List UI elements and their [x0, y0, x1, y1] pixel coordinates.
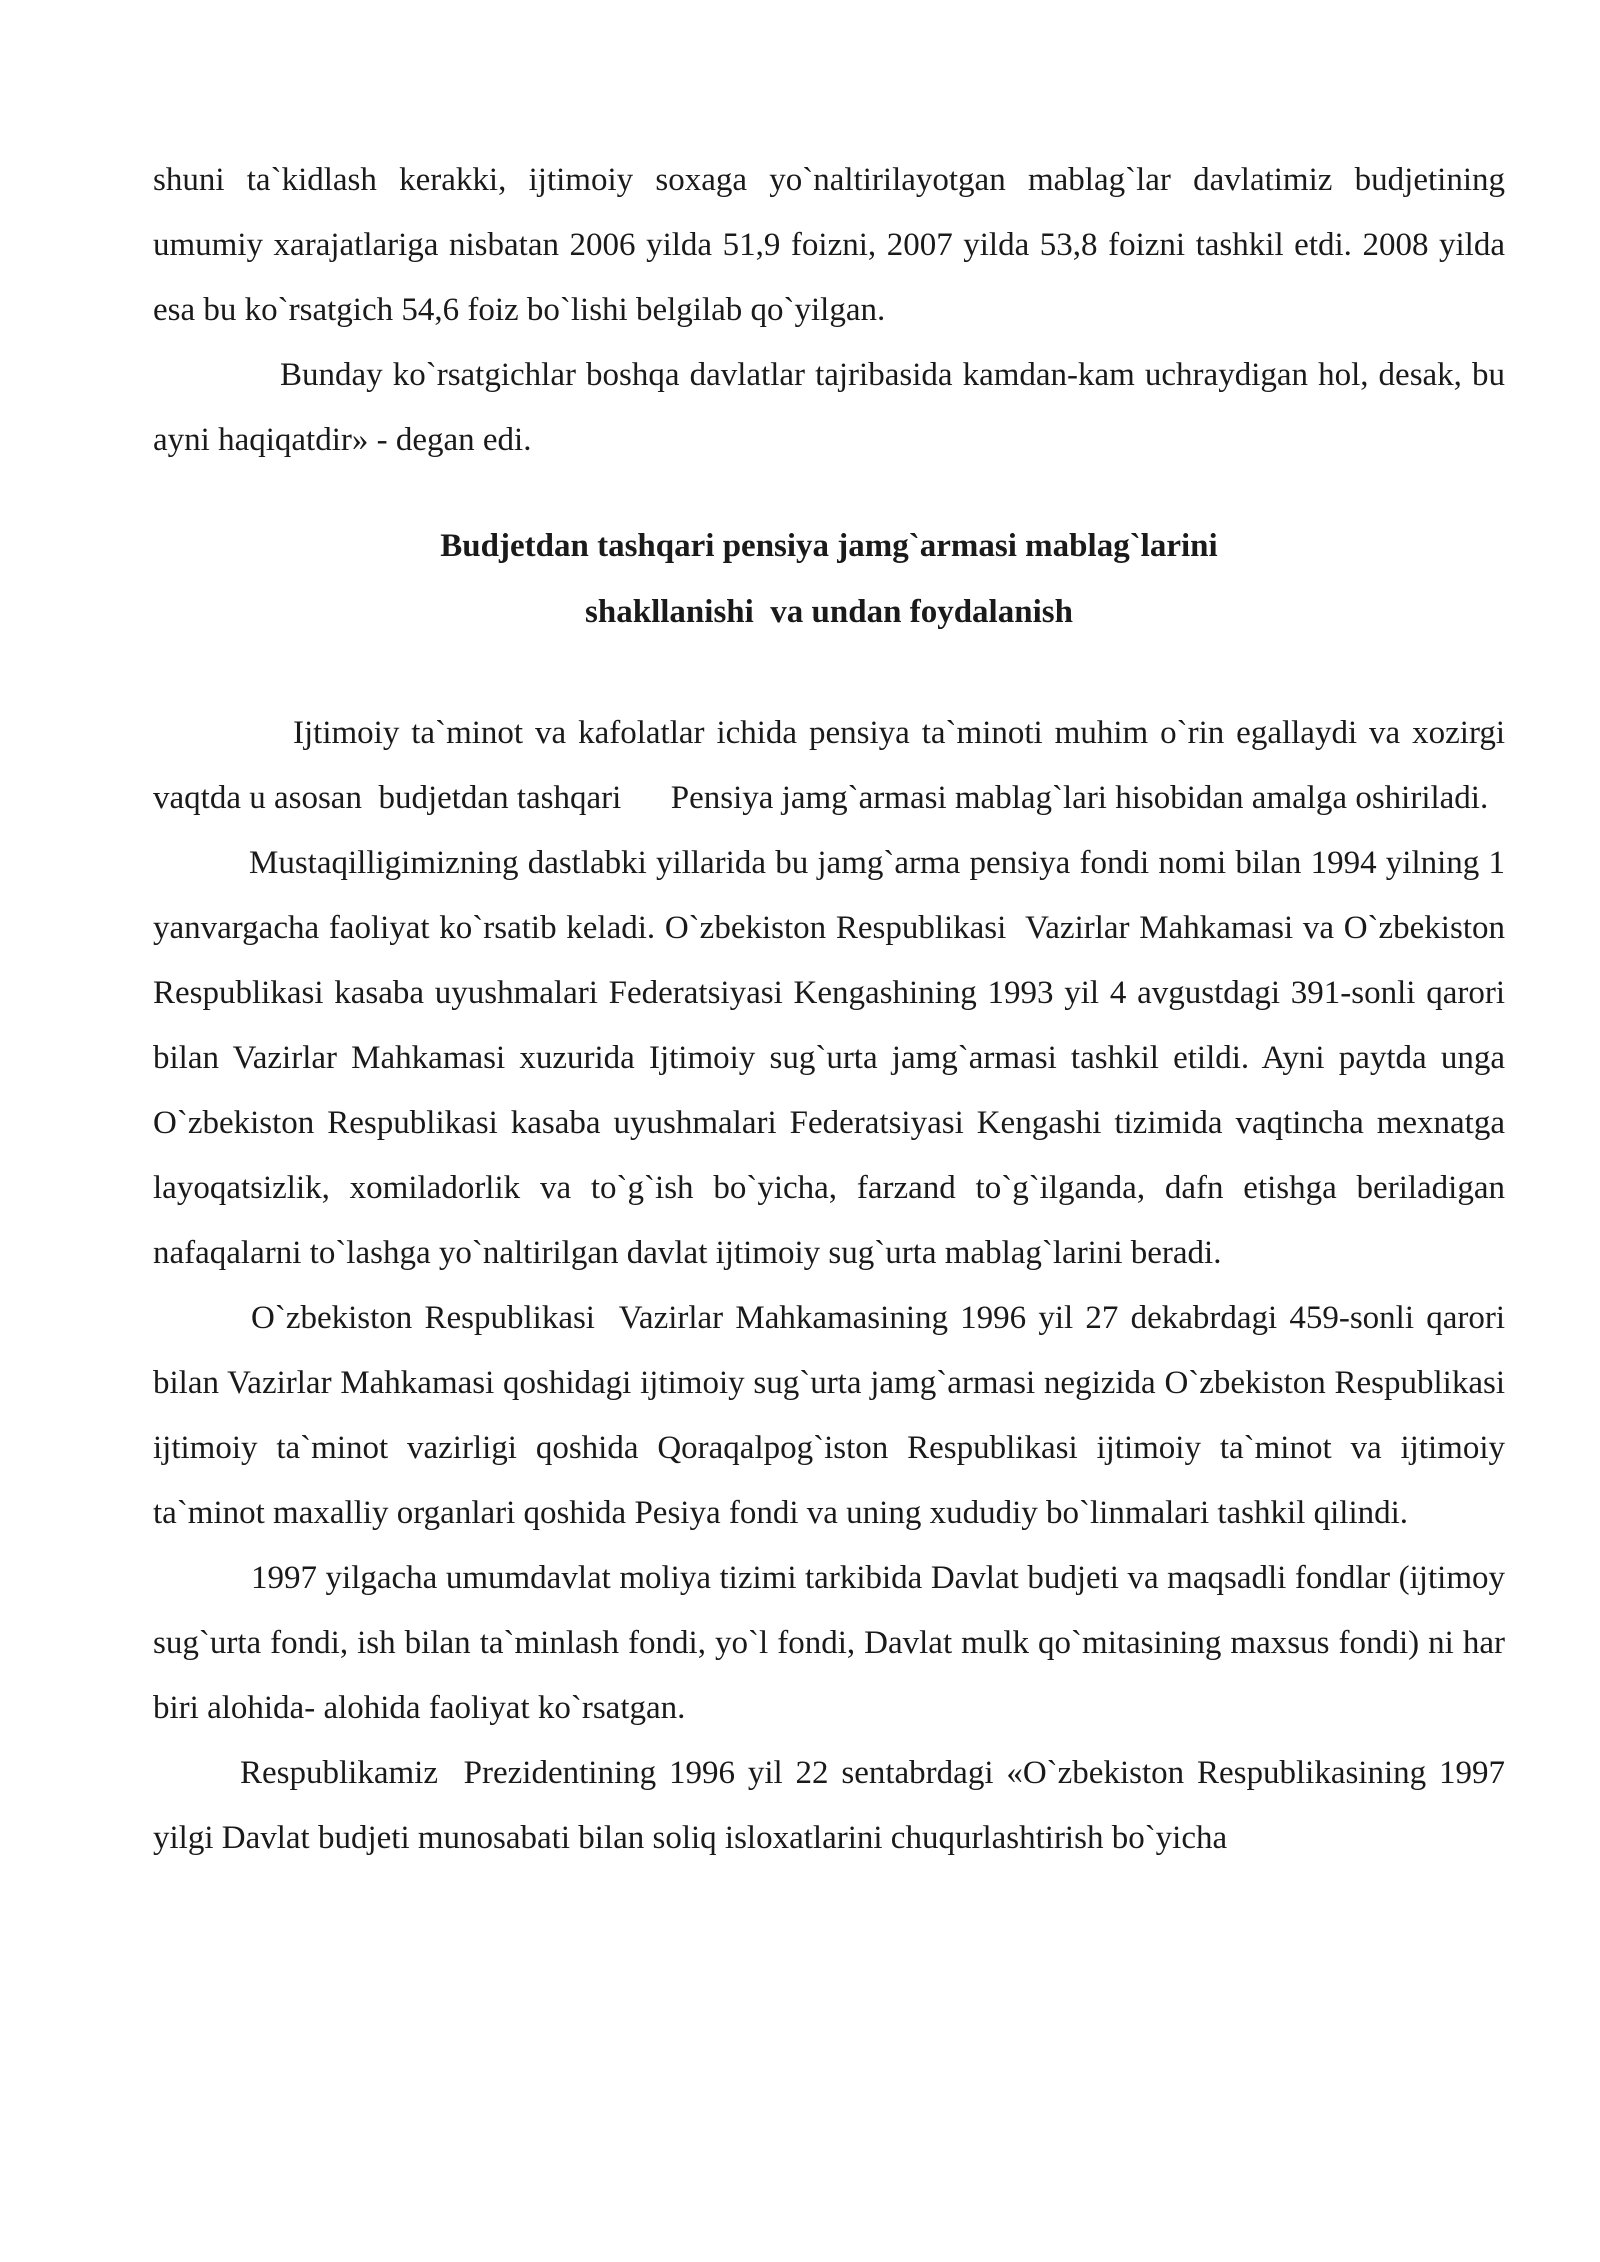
- body-paragraph-3: O`zbekiston Respublikasi Vazirlar Mahkamasining 1996 yil 27 dekabrdagi 459-sonli qarori bilan Vazirlar Mahkamasi qoshidagi ijtimoiy sug`urta jamg`armasi negizida O`zbekiston Respublikasi ijtimoiy ta`minot vazirligi qoshida Qoraqalpog`iston Respublikasi ijtimoiy ta`minot va ijtimoiy ta`minot maxalliy organlari qoshida Pesiya fondi va uning xududiy bo`linmalari tashkil qilindi.: [153, 1300, 1522, 1531]
- section-heading: [153, 513, 1505, 645]
- body-paragraph-4: 1997 yilgacha umumdavlat moliya tizimi tarkibida Davlat budjeti va maqsadli fondlar (ijtimoy sug`urta fondi, ish bilan ta`minlash fondi, yo`l fondi, Davlat mulk qo`mitasining maxsus fondi) ni har biri alohida- alohida faoliyat ko`rsatgan.: [153, 1560, 1514, 1726]
- page-content: [153, 148, 1522, 1871]
- intro-paragraph-2: Bunday ko`rsatgichlar boshqa davlatlar tajribasida kamdan-kam uchraydigan hol, desak, bu ayni haqiqatdir» - degan edi.: [153, 357, 1514, 458]
- section-heading-line-1: Budjetdan tashqari pensiya jamg`armasi mablag`larini: [440, 528, 1218, 564]
- body-paragraph-1: Ijtimoiy ta`minot va kafolatlar ichida pensiya ta`minoti muhim o`rin egallaydi va xozirgi vaqtda u asosan budjetdan tashqari Pensiya jamg`armasi mablag`lari hisobidan amalga oshiriladi.: [153, 715, 1514, 816]
- body-paragraph-2: Mustaqilligimizning dastlabki yillarida bu jamg`arma pensiya fondi nomi bilan 1994 yilning 1 yanvargacha faoliyat ko`rsatib keladi. O`zbekiston Respublikasi Vazirlar Mahkamasi va O`zbekiston Respublikasi kasaba uyushmalari Federatsiyasi Kengashining 1993 yil 4 avgustdagi 391-sonli qarori bilan Vazirlar Mahkamasi xuzurida Ijtimoiy sug`urta jamg`armasi tashkil etildi. Ayni paytda unga O`zbekiston Respublikasi kasaba uyushmalari Federatsiyasi Kengashi tizimida vaqtincha mexnatga layoqatsizlik, xomiladorlik va to`g`ish bo`yicha, farzand to`g`ilganda, dafn etishga beriladigan nafaqalarni to`lashga yo`naltirilgan davlat ijtimoiy sug`urta mablag`larini beradi.: [153, 845, 1514, 1271]
- intro-paragraph-1: shuni ta`kidlash kerakki, ijtimoiy soxaga yo`naltirilayotgan mablag`lar davlatimiz budjetining umumiy xarajatlariga nisbatan 2006 yilda 51,9 foizni, 2007 yilda 53,8 foizni tashkil etdi. 2008 yilda esa bu ko`rsatgich 54,6 foiz bo`lishi belgilab qo`yilgan.: [153, 162, 1514, 328]
- section-heading-line-2: shakllanishi va undan foydalanish: [585, 594, 1073, 630]
- body-paragraph-5: Respublikamiz Prezidentining 1996 yil 22 sentabrdagi «O`zbekiston Respublikasining 1997 yilgi Davlat budjeti munosabati bilan soliq isloxatlarini chuqurlashtirish bo`yicha: [153, 1755, 1514, 1856]
